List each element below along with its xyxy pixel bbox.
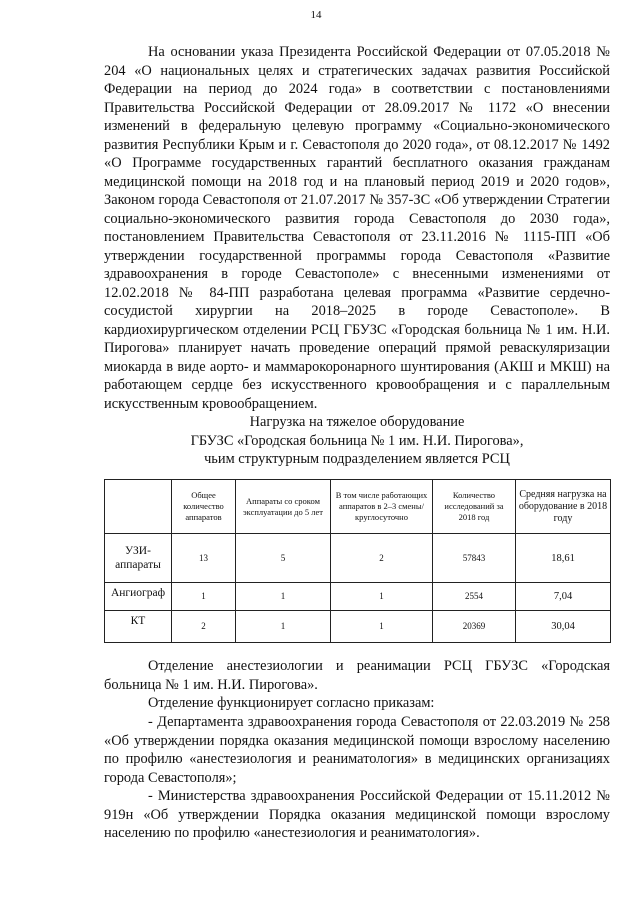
studies-cell: 20369 bbox=[433, 611, 516, 643]
equipment-load-table bbox=[104, 479, 611, 643]
load-cell: 30,04 bbox=[516, 611, 611, 643]
under5-cell: 5 bbox=[236, 534, 331, 583]
header-cell-shifts: В том числе работающих аппаратов в 2–3 смены/круглосуточно bbox=[331, 480, 433, 534]
load-cell: 18,61 bbox=[516, 534, 611, 583]
header-cell-under5: Аппараты со сроком эксплуатации до 5 лет bbox=[236, 480, 331, 534]
header-cell-load: Средняя нагрузка на оборудование в 2018 году bbox=[516, 480, 611, 534]
shifts-cell: 2 bbox=[331, 534, 433, 583]
shifts-cell: 1 bbox=[331, 583, 433, 611]
shifts-cell: 1 bbox=[331, 611, 433, 643]
equipment-name: Ангиограф bbox=[105, 583, 172, 611]
header-cell-studies: Количество исследований за 2018 год bbox=[433, 480, 516, 534]
page-number: 14 bbox=[310, 9, 322, 21]
caption-line-2: ГБУЗС «Городская больница № 1 им. Н.И. Пирогова», bbox=[190, 432, 524, 449]
under5-cell: 1 bbox=[236, 583, 331, 611]
equipment-name: УЗИ-аппараты bbox=[105, 534, 172, 583]
load-cell: 7,04 bbox=[516, 583, 611, 611]
order-item-sevastopol: - Департамента здравоохранения города Севастополя от 22.03.2019 № 258 «Об утверждении порядка оказания медицинской помощи взрослому населению по профилю «анестезиология и реаниматология» в медицинских организациях города Севастополя»; bbox=[104, 714, 610, 786]
orders-intro-paragraph: Отделение функционирует согласно приказам: bbox=[148, 695, 435, 711]
table-row bbox=[105, 583, 611, 611]
total-cell: 1 bbox=[172, 583, 236, 611]
table-row bbox=[105, 534, 611, 583]
studies-cell: 2554 bbox=[433, 583, 516, 611]
table-header-row bbox=[105, 480, 611, 534]
caption-line-3: чьим структурным подразделением является РСЦ bbox=[204, 451, 510, 467]
total-cell: 13 bbox=[172, 534, 236, 583]
header-cell-total: Общее количество аппаратов bbox=[172, 480, 236, 534]
header-cell-equipment bbox=[105, 480, 172, 534]
intro-paragraph: На основании указа Президента Российской Федерации от 07.05.2018 № 204 «О национальных целях и стратегических задачах развития Российской Федерации на период до 2024 года» в соответствии с постановлениями Правительства Российской Федерации от 28.09.2017 № 1172 «О внесении изменений в федеральную целевую программу «Социально-экономического развития Республики Крым и г. Севастополя до 2020 года», от 08.12.2017 № 1492 «О Программе государственных гарантий бесплатного оказания гражданам медицинской помощи на 2018 год и на плановый период 2019 и 2020 годов», Законом города Севастополя от 21.07.2017 № 357-ЗС «Об утверждении Стратегии социально-экономического развития города Севастополя до 2030 года», постановлением Правительства Севастополя от 23.11.2016 № 1115-ПП «Об утверждении государственной программы города Севастополя «Развитие здравоохранения в городе Севастополе» с внесенными изменениями от 12.02.2018 № 84-ПП разработана целевая программа «Развитие сердечно-сосудистой хирургии на 2018–2025 в городе Севастополе». В кардиохирургическом отделении РСЦ ГБУЗС «Городская больница № 1 им. Н.И. Пирогова» планирует начать проведение операций прямой реваскуляризации миокарда в виде аорто- и маммарокоронарного шунтирования (АКШ и МКШ) на работающем сердце без искусственного кровообращения и с параллельным искусственным кровообращением. bbox=[104, 44, 610, 412]
table-row bbox=[105, 611, 611, 643]
caption-line-1: Нагрузка на тяжелое оборудование bbox=[249, 414, 465, 430]
equipment-name: КТ bbox=[105, 611, 172, 643]
order-item-ministry: - Министерства здравоохранения Российской Федерации от 15.11.2012 № 919н «Об утверждении Порядка оказания медицинской помощи взрослому населению по профилю «анестезиология и реаниматология». bbox=[104, 788, 610, 841]
under5-cell: 1 bbox=[236, 611, 331, 643]
total-cell: 2 bbox=[172, 611, 236, 643]
table-caption bbox=[104, 413, 610, 469]
department-paragraph: Отделение анестезиологии и реанимации РСЦ ГБУЗС «Городская больница № 1 им. Н.И. Пирогова». bbox=[104, 658, 610, 693]
studies-cell: 57843 bbox=[433, 534, 516, 583]
